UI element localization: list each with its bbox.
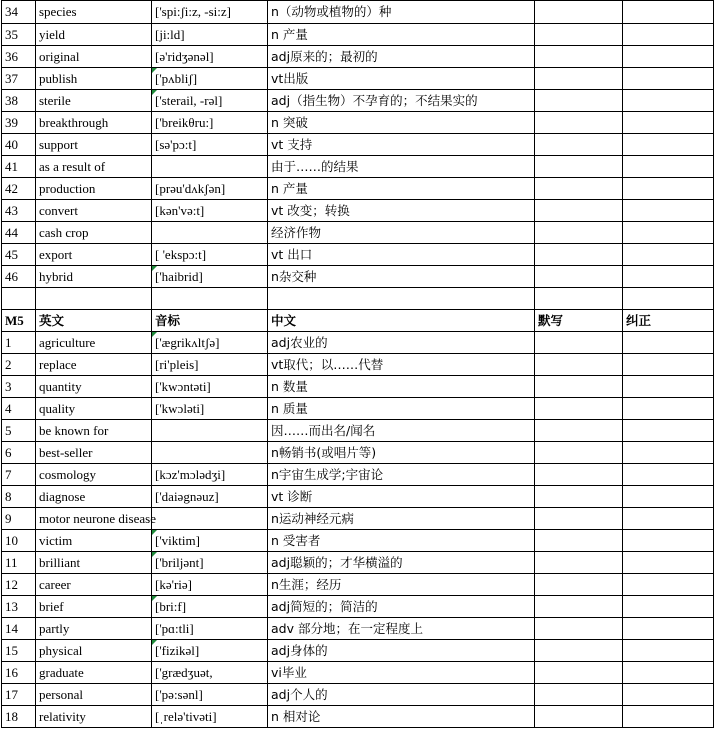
phonetic: ['breikθru:] (152, 112, 268, 134)
phonetic (152, 156, 268, 178)
vocabulary-table (1, 0, 714, 728)
chinese-meaning: vt 改变；转换 (268, 200, 535, 222)
table-row (2, 486, 714, 508)
chinese-meaning: adj聪颖的；才华横溢的 (268, 552, 535, 574)
phonetic (152, 420, 268, 442)
english-word: motor neurone disease (36, 508, 152, 530)
dictation-cell[interactable] (535, 156, 623, 178)
row-number: 15 (2, 640, 36, 662)
chinese-meaning: n 质量 (268, 398, 535, 420)
table-row (2, 178, 714, 200)
chinese-meaning: adj个人的 (268, 684, 535, 706)
blank-cell[interactable] (36, 288, 152, 310)
english-word: diagnose (36, 486, 152, 508)
phonetic: ['kwɔntəti] (152, 376, 268, 398)
chinese-meaning: adv 部分地；在一定程度上 (268, 618, 535, 640)
chinese-meaning: n（动物或植物的）种 (268, 1, 535, 24)
header-dictation: 默写 (535, 310, 623, 332)
row-number: 38 (2, 90, 36, 112)
english-word: hybrid (36, 266, 152, 288)
phonetic: [ji:ld] (152, 24, 268, 46)
chinese-meaning: adj身体的 (268, 640, 535, 662)
phonetic: ['viktim] (152, 530, 268, 552)
module-5-header (2, 310, 714, 332)
phonetic: [ˌrelə'tivəti] (152, 706, 268, 728)
correction-cell[interactable] (623, 1, 714, 24)
correction-cell[interactable] (623, 178, 714, 200)
correction-cell[interactable] (623, 200, 714, 222)
row-number: 10 (2, 530, 36, 552)
dictation-cell[interactable] (535, 332, 623, 354)
english-word: victim (36, 530, 152, 552)
correction-cell[interactable] (623, 354, 714, 376)
dictation-cell[interactable] (535, 706, 623, 728)
table-row (2, 464, 714, 486)
chinese-meaning: vi毕业 (268, 662, 535, 684)
phonetic: ['haibrid] (152, 266, 268, 288)
row-number: 37 (2, 68, 36, 90)
table-row (2, 508, 714, 530)
chinese-meaning: adj（指生物）不孕育的；不结果实的 (268, 90, 535, 112)
blank-cell[interactable] (152, 288, 268, 310)
cell-comment-marker (152, 596, 157, 601)
english-word: quantity (36, 376, 152, 398)
table-row (2, 222, 714, 244)
cell-comment-marker (152, 68, 157, 73)
table-row (2, 662, 714, 684)
english-word: original (36, 46, 152, 68)
correction-cell[interactable] (623, 596, 714, 618)
correction-cell[interactable] (623, 156, 714, 178)
dictation-cell[interactable] (535, 574, 623, 596)
row-number: 18 (2, 706, 36, 728)
chinese-meaning: vt 支持 (268, 134, 535, 156)
row-number: 2 (2, 354, 36, 376)
dictation-cell[interactable] (535, 442, 623, 464)
phonetic: [prəu'dʌkʃən] (152, 178, 268, 200)
row-number: 42 (2, 178, 36, 200)
row-number: 43 (2, 200, 36, 222)
phonetic: [kɔz'mɔlədʒi] (152, 464, 268, 486)
dictation-cell[interactable] (535, 178, 623, 200)
dictation-cell[interactable] (535, 266, 623, 288)
dictation-cell[interactable] (535, 662, 623, 684)
phonetic: ['pʌbliʃ] (152, 68, 268, 90)
english-word: sterile (36, 90, 152, 112)
dictation-cell[interactable] (535, 112, 623, 134)
phonetic (152, 222, 268, 244)
blank-cell[interactable] (268, 288, 535, 310)
row-number: 46 (2, 266, 36, 288)
cell-comment-marker (152, 552, 157, 557)
english-word: brilliant (36, 552, 152, 574)
correction-cell[interactable] (623, 24, 714, 46)
row-number: 4 (2, 398, 36, 420)
dictation-cell[interactable] (535, 420, 623, 442)
row-number: 35 (2, 24, 36, 46)
blank-row (2, 288, 714, 310)
row-number: 41 (2, 156, 36, 178)
table-row (2, 640, 714, 662)
correction-cell[interactable] (623, 376, 714, 398)
dictation-cell[interactable] (535, 552, 623, 574)
row-number: 44 (2, 222, 36, 244)
table-row (2, 90, 714, 112)
table-row (2, 684, 714, 706)
english-word: quality (36, 398, 152, 420)
english-word: export (36, 244, 152, 266)
correction-cell[interactable] (623, 398, 714, 420)
table-row (2, 530, 714, 552)
chinese-meaning: n 相对论 (268, 706, 535, 728)
module-4-rows (2, 1, 714, 288)
english-word: personal (36, 684, 152, 706)
chinese-meaning: 因……而出名/闻名 (268, 420, 535, 442)
phonetic: ['sterail, -rəl] (152, 90, 268, 112)
correction-cell[interactable] (623, 134, 714, 156)
dictation-cell[interactable] (535, 530, 623, 552)
table-row (2, 156, 714, 178)
row-number: 3 (2, 376, 36, 398)
phonetic: [ri'pleis] (152, 354, 268, 376)
table-row (2, 24, 714, 46)
table-row (2, 68, 714, 90)
phonetic: ['fizikəl] (152, 640, 268, 662)
chinese-meaning: n 突破 (268, 112, 535, 134)
row-number: 16 (2, 662, 36, 684)
header-phonetic: 音标 (152, 310, 268, 332)
dictation-cell[interactable] (535, 134, 623, 156)
row-number: 34 (2, 1, 36, 24)
header-chinese: 中文 (268, 310, 535, 332)
correction-cell[interactable] (623, 684, 714, 706)
phonetic (152, 442, 268, 464)
english-word: relativity (36, 706, 152, 728)
english-word: production (36, 178, 152, 200)
chinese-meaning: vt 诊断 (268, 486, 535, 508)
dictation-cell[interactable] (535, 68, 623, 90)
phonetic: ['pə:sənl] (152, 684, 268, 706)
dictation-cell[interactable] (535, 464, 623, 486)
table-row (2, 376, 714, 398)
chinese-meaning: adj原来的；最初的 (268, 46, 535, 68)
table-row (2, 134, 714, 156)
table-row (2, 706, 714, 728)
phonetic: ['ægrikʌltʃə] (152, 332, 268, 354)
correction-cell[interactable] (623, 618, 714, 640)
dictation-cell[interactable] (535, 398, 623, 420)
table-row (2, 354, 714, 376)
chinese-meaning: vt取代；以……代替 (268, 354, 535, 376)
chinese-meaning: n宇宙生成学;宇宙论 (268, 464, 535, 486)
blank-cell[interactable] (623, 288, 714, 310)
english-word: replace (36, 354, 152, 376)
dictation-cell[interactable] (535, 244, 623, 266)
blank-cell[interactable] (535, 288, 623, 310)
table-row (2, 442, 714, 464)
row-number: 6 (2, 442, 36, 464)
dictation-cell[interactable] (535, 90, 623, 112)
correction-cell[interactable] (623, 574, 714, 596)
phonetic: ['daiəgnəuz] (152, 486, 268, 508)
module-5-rows (2, 332, 714, 728)
row-number: 7 (2, 464, 36, 486)
table-row (2, 332, 714, 354)
correction-cell[interactable] (623, 112, 714, 134)
table-row (2, 244, 714, 266)
dictation-cell[interactable] (535, 508, 623, 530)
dictation-cell[interactable] (535, 486, 623, 508)
english-word: career (36, 574, 152, 596)
english-word: best-seller (36, 442, 152, 464)
chinese-meaning: vt出版 (268, 68, 535, 90)
table-row (2, 574, 714, 596)
dictation-cell[interactable] (535, 46, 623, 68)
header-correction: 纠正 (623, 310, 714, 332)
dictation-cell[interactable] (535, 376, 623, 398)
english-word: publish (36, 68, 152, 90)
english-word: graduate (36, 662, 152, 684)
phonetic: [ə'ridʒənəl] (152, 46, 268, 68)
row-number: 39 (2, 112, 36, 134)
english-word: cash crop (36, 222, 152, 244)
correction-cell[interactable] (623, 68, 714, 90)
english-word: breakthrough (36, 112, 152, 134)
dictation-cell[interactable] (535, 354, 623, 376)
chinese-meaning: n运动神经元病 (268, 508, 535, 530)
english-word: support (36, 134, 152, 156)
table-row (2, 398, 714, 420)
row-number: 45 (2, 244, 36, 266)
english-word: yield (36, 24, 152, 46)
chinese-meaning: adj农业的 (268, 332, 535, 354)
table-row (2, 266, 714, 288)
correction-cell[interactable] (623, 640, 714, 662)
dictation-cell[interactable] (535, 640, 623, 662)
phonetic: [bri:f] (152, 596, 268, 618)
row-number: 40 (2, 134, 36, 156)
table-row (2, 1, 714, 24)
phonetic: [kə'riə] (152, 574, 268, 596)
english-word: partly (36, 618, 152, 640)
chinese-meaning: n 数量 (268, 376, 535, 398)
english-word: agriculture (36, 332, 152, 354)
chinese-meaning: n杂交种 (268, 266, 535, 288)
english-word: be known for (36, 420, 152, 442)
row-number: 12 (2, 574, 36, 596)
cell-comment-marker (152, 90, 157, 95)
english-word: brief (36, 596, 152, 618)
english-word: cosmology (36, 464, 152, 486)
correction-cell[interactable] (623, 420, 714, 442)
correction-cell[interactable] (623, 442, 714, 464)
row-number: 14 (2, 618, 36, 640)
chinese-meaning: adj简短的；简洁的 (268, 596, 535, 618)
header-row (2, 310, 714, 332)
correction-cell[interactable] (623, 486, 714, 508)
correction-cell[interactable] (623, 508, 714, 530)
phonetic: ['pɑ:tli] (152, 618, 268, 640)
dictation-cell[interactable] (535, 596, 623, 618)
correction-cell[interactable] (623, 90, 714, 112)
chinese-meaning: n 产量 (268, 24, 535, 46)
dictation-cell[interactable] (535, 222, 623, 244)
correction-cell[interactable] (623, 662, 714, 684)
header-module: M5 (2, 310, 36, 332)
correction-cell[interactable] (623, 244, 714, 266)
english-word: physical (36, 640, 152, 662)
table-row (2, 200, 714, 222)
chinese-meaning: 经济作物 (268, 222, 535, 244)
correction-cell[interactable] (623, 706, 714, 728)
chinese-meaning: 由于……的结果 (268, 156, 535, 178)
table-row (2, 596, 714, 618)
blank-cell[interactable] (2, 288, 36, 310)
cell-comment-marker (152, 640, 157, 645)
spacer-section (2, 288, 714, 310)
correction-cell[interactable] (623, 222, 714, 244)
dictation-cell[interactable] (535, 684, 623, 706)
table-row (2, 420, 714, 442)
header-english: 英文 (36, 310, 152, 332)
chinese-meaning: vt 出口 (268, 244, 535, 266)
correction-cell[interactable] (623, 552, 714, 574)
chinese-meaning: n畅销书(或唱片等) (268, 442, 535, 464)
english-word: species (36, 1, 152, 24)
chinese-meaning: n生涯；经历 (268, 574, 535, 596)
phonetic: [ 'ekspɔ:t] (152, 244, 268, 266)
row-number: 1 (2, 332, 36, 354)
cell-comment-marker (152, 530, 157, 535)
table-row (2, 552, 714, 574)
table-row (2, 112, 714, 134)
dictation-cell[interactable] (535, 618, 623, 640)
row-number: 8 (2, 486, 36, 508)
phonetic: ['kwɔləti] (152, 398, 268, 420)
english-word: convert (36, 200, 152, 222)
table-row (2, 46, 714, 68)
phonetic: ['briljənt] (152, 552, 268, 574)
dictation-cell[interactable] (535, 24, 623, 46)
cell-comment-marker (152, 266, 157, 271)
phonetic: ['grædʒuət, (152, 662, 268, 684)
chinese-meaning: n 产量 (268, 178, 535, 200)
row-number: 11 (2, 552, 36, 574)
correction-cell[interactable] (623, 464, 714, 486)
row-number: 5 (2, 420, 36, 442)
phonetic: [sə'pɔ:t] (152, 134, 268, 156)
dictation-cell[interactable] (535, 200, 623, 222)
row-number: 17 (2, 684, 36, 706)
phonetic: ['spi:ʃi:z, -si:z] (152, 1, 268, 24)
correction-cell[interactable] (623, 46, 714, 68)
cell-comment-marker (152, 332, 157, 337)
dictation-cell[interactable] (535, 1, 623, 24)
correction-cell[interactable] (623, 266, 714, 288)
row-number: 36 (2, 46, 36, 68)
phonetic (152, 508, 268, 530)
row-number: 9 (2, 508, 36, 530)
table-row (2, 618, 714, 640)
phonetic: [kən'və:t] (152, 200, 268, 222)
correction-cell[interactable] (623, 332, 714, 354)
correction-cell[interactable] (623, 530, 714, 552)
chinese-meaning: n 受害者 (268, 530, 535, 552)
row-number: 13 (2, 596, 36, 618)
english-word: as a result of (36, 156, 152, 178)
